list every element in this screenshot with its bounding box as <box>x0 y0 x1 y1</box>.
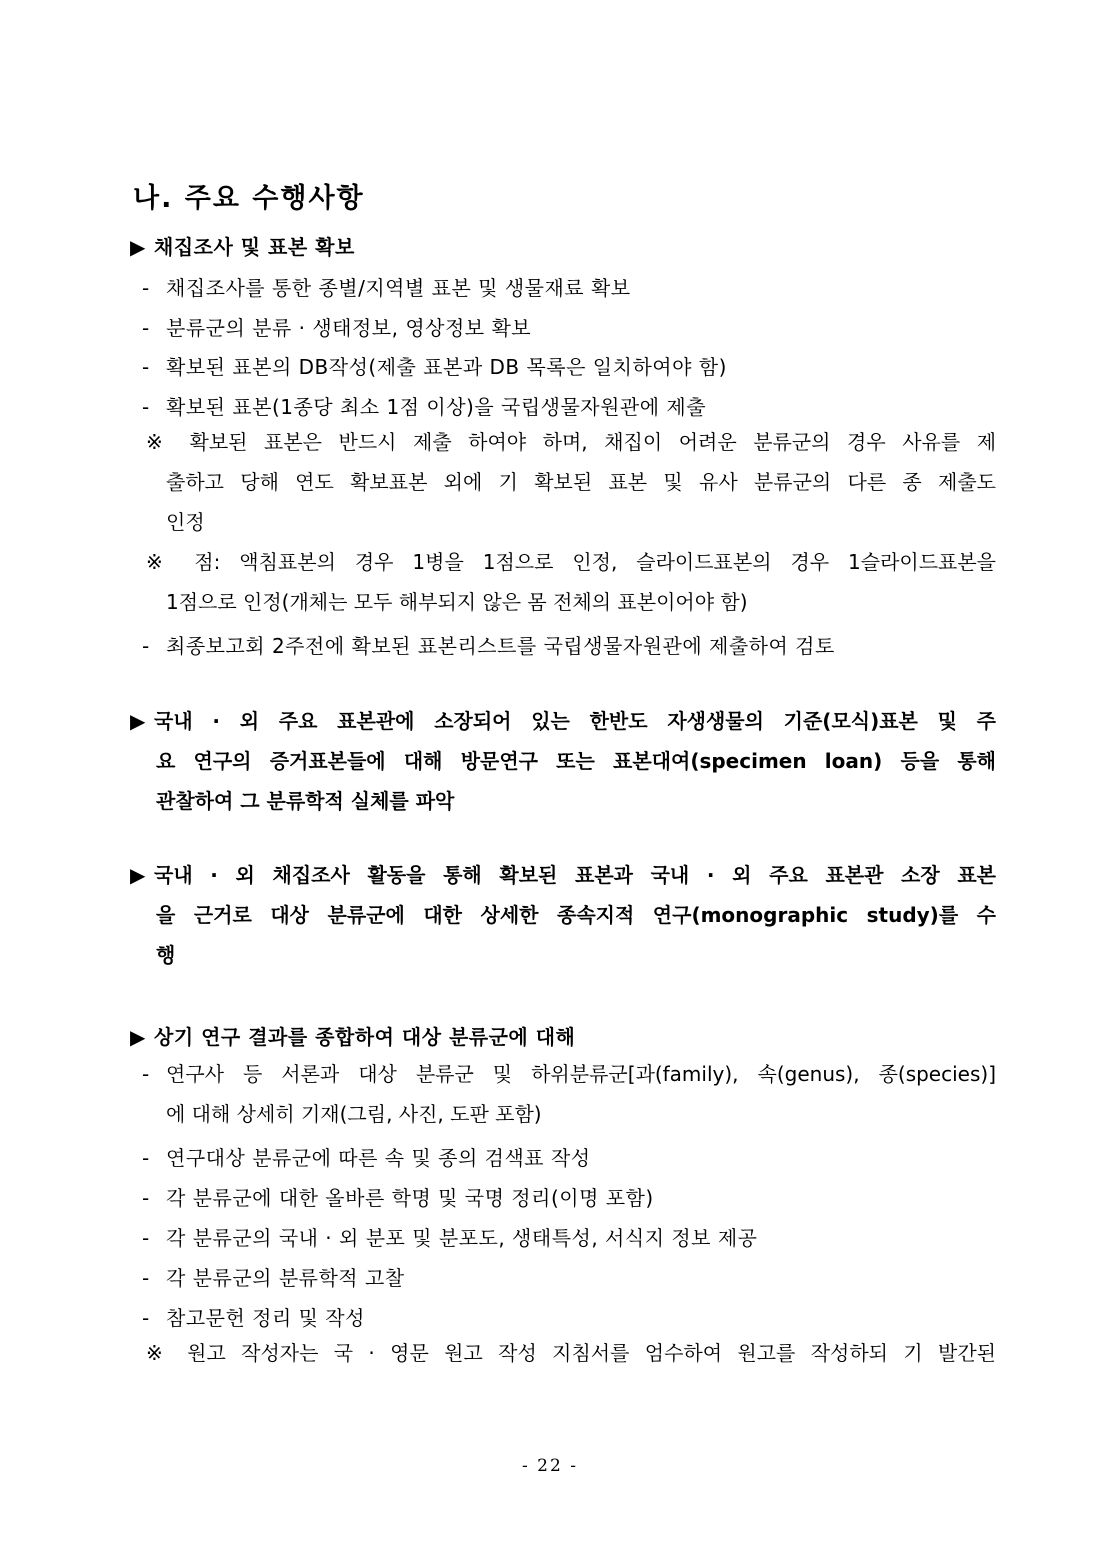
note-paragraph: ※ 점: 액침표본의 경우 1병을 1점으로 인정, 슬라이드표본의 경우 1슬라이드표본을 1점으로 인정(개체는 모두 해부되지 않은 몸 전체의 표본이어야 함) <box>146 550 996 614</box>
note-paragraph: ※ 원고 작성자는 국 · 영문 원고 작성 지침서를 엄수하여 원고를 작성하되 기 발간된 <box>146 1341 996 1365</box>
page-number: - 22 - <box>522 1456 578 1476</box>
dash-marker: - <box>142 634 150 658</box>
list-item: - 분류군의 분류 · 생태정보, 영상정보 확보 <box>142 316 532 340</box>
dash-marker: - <box>142 1146 150 1170</box>
block4-title: ▶ 상기 연구 결과를 종합하여 대상 분류군에 대해 <box>130 1025 576 1049</box>
dash-marker: - <box>142 355 150 379</box>
list-item: - 최종보고회 2주전에 확보된 표본리스트를 국립생물자원관에 제출하여 검토 <box>142 634 835 658</box>
dash-marker: - <box>142 1062 150 1086</box>
list-item: - 각 분류군에 대한 올바른 학명 및 국명 정리(이명 포함) <box>142 1186 654 1210</box>
list-item: - 채집조사를 통한 종별/지역별 표본 및 생물재료 확보 <box>142 276 631 300</box>
dash-marker: - <box>142 395 150 419</box>
dash-marker: - <box>142 1226 150 1250</box>
dash-marker: - <box>142 316 150 340</box>
section-heading: 나. 주요 수행사항 <box>133 183 365 214</box>
note-paragraph: ※ 확보된 표본은 반드시 제출 하여야 하며, 채집이 어려운 분류군의 경우 사유를 제 출하고 당해 연도 확보표본 외에 기 확보된 표본 및 유사 분류군의 다른 종 제출도 인정 <box>146 430 997 534</box>
triangle-bullet-icon: ▶ <box>130 1025 146 1049</box>
list-item: - 연구대상 분류군에 따른 속 및 종의 검색표 작성 <box>142 1146 591 1170</box>
dash-marker: - <box>142 1306 150 1330</box>
triangle-bullet-icon: ▶ <box>130 235 146 259</box>
list-item: - 각 분류군의 분류학적 고찰 <box>142 1266 405 1290</box>
list-item: - 각 분류군의 국내 · 외 분포 및 분포도, 생태특성, 서식지 정보 제공 <box>142 1226 758 1250</box>
block2-paragraph: ▶ 국내 · 외 주요 표본관에 소장되어 있는 한반도 자생생물의 기준(모식)표본 및 주 요 연구의 증거표본들에 대해 방문연구 또는 표본대여(specimen loan) 등을 통해 관찰하여 그 분류학적 실체를 파악 <box>130 701 996 821</box>
triangle-bullet-icon: ▶ <box>130 863 146 887</box>
triangle-bullet-icon: ▶ <box>130 709 146 733</box>
block1-title: ▶ 채집조사 및 표본 확보 <box>130 235 355 259</box>
note-marker: ※ <box>146 550 176 574</box>
note-marker: ※ <box>146 430 173 454</box>
list-item: - 확보된 표본의 DB작성(제출 표본과 DB 목록은 일치하여야 함) <box>142 355 727 379</box>
block3-paragraph: ▶ 국내 · 외 채집조사 활동을 통해 확보된 표본과 국내 · 외 주요 표본관 소장 표본 을 근거로 대상 분류군에 대한 상세한 종속지적 연구(monographic study)를 수 행 <box>130 855 996 975</box>
note-marker: ※ <box>146 1341 172 1365</box>
dash-marker: - <box>142 1266 150 1290</box>
list-item-multiline: - 연구사 등 서론과 대상 분류군 및 하위분류군[과(family), 속(genus), 종(species)] 에 대해 상세히 기재(그림, 사진, 도판 포함) <box>142 1054 996 1134</box>
dash-marker: - <box>142 1186 150 1210</box>
list-item: - 참고문헌 정리 및 작성 <box>142 1306 365 1330</box>
list-item: - 확보된 표본(1종당 최소 1점 이상)을 국립생물자원관에 제출 <box>142 395 707 419</box>
dash-marker: - <box>142 276 150 300</box>
